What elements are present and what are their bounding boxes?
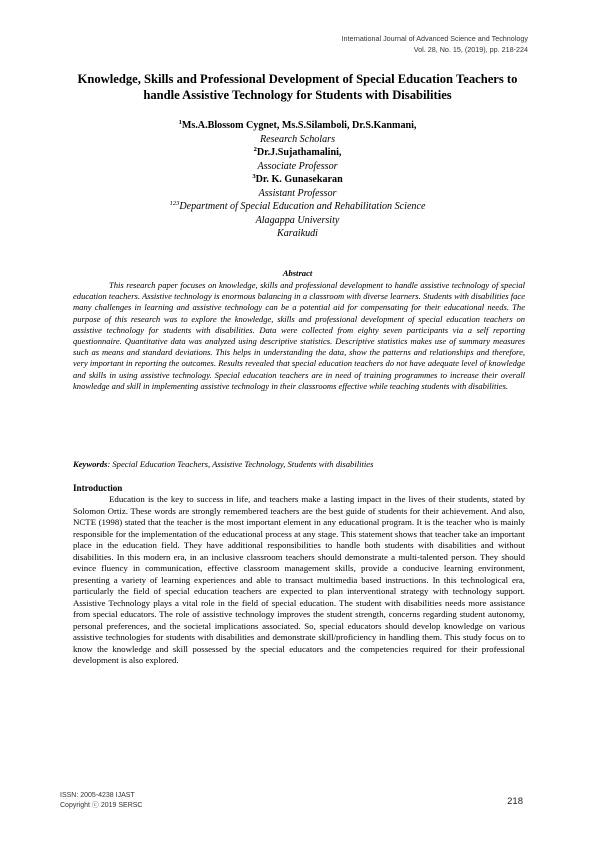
page-footer	[60, 791, 142, 811]
author-sup-1: 1	[178, 119, 182, 126]
author-line-3	[60, 173, 535, 187]
paper-title: Knowledge, Skills and Professional Development of Special Education Teachers to handle Assistive Technology for Students with Disabilities	[77, 72, 518, 102]
author-name-2: Dr.J.Sujathamalini,	[256, 147, 342, 158]
issn: ISSN: 2005-4238 IJAST	[60, 792, 135, 799]
abstract-text: This research paper focuses on knowledge, skills and professional development to handle assistive technology of special education teachers. Assistive technology is enormous balancing in a classroom with diverse learners. Students with disabilities face many challenges in learning and assistive technology can be a potential aid for compensating for their educational needs. The purpose of this research was to explore the knowledge, skills and professional development of special education teachers on assistive technology for students with disabilities. Data were collected from eighty seven participants via a self reporting questionnaire. Quantitative data was analyzed using descriptive statistics. Descriptive statistics makes use of summary measures such as means and standard deviations. This helps in understanding the data, show the patterns and relationships and therefore, very important in reporting the outcomes. Results revealed that special education teachers do not have adequate level of knowledge and skills in using assistive technology. Special education teachers are in need of training programmes to increase their overall knowledge and skill in implementing assistive technology in their classrooms effective while teaching students with disabilities.	[73, 280, 525, 391]
affiliation-line	[60, 200, 535, 214]
author-sup-3: 3	[252, 173, 256, 180]
author-name-3: Dr. K. Gunasekaran	[255, 174, 343, 185]
author-block	[60, 119, 535, 241]
keywords-text: : Special Education Teachers, Assistive Technology, Students with disabilities	[107, 459, 374, 469]
author-role-3: Assistant Professor	[258, 187, 337, 199]
page-number: 218	[507, 796, 523, 807]
introduction-heading: Introduction	[73, 483, 123, 493]
affiliation-sup: 123	[169, 200, 180, 207]
keywords-line	[73, 459, 525, 469]
author-names-1: Ms.A.Blossom Cygnet, Ms.S.Silamboli, Dr.S.Kanmani,	[181, 120, 417, 131]
journal-name: International Journal of Advanced Science and Technology	[341, 34, 528, 43]
author-line-2	[60, 146, 535, 160]
city: Karaikudi	[277, 228, 318, 239]
citation: Vol. 28, No. 15, (2019), pp. 218-224	[413, 45, 528, 54]
abstract-heading: Abstract	[282, 268, 313, 278]
introduction-text: Education is the key to success in life, and teachers make a lasting impact in the lives of their students, stated by Solomon Ortiz. These words are strongly remembered teachers are the best guide of students for their achievement. And also, NCTE (1998) stated that the teacher is the most important element in any educational program. It is the teacher who is mainly responsible for the implementation of the educational process at any stage. This statement shows that teacher take an important place in the education field. They have additional responsibilities to handle both students with disabilities and without disabilities. In this modern era, in an inclusive classroom teachers should demonstrate a multi-talented person. They should evince fluency in communication, effective classroom management skills, provide a conducive learning environment, presenting a variety of learning experiences and able to transact multimedia based instructions. In this technological era, particularly the field of special education teachers are expected to plan interventional strategy with technology support. Assistive Technology plays a vital role in the field of special education. The student with disabilities needs more assistance from special educators. The role of assistive technology improves the student strength, concerns regarding student autonomy, personal preferences, and the societal implications associated. So, special educators should develop knowledge on various assistive technologies for students with disabilities and demonstrate skill/proficiency in handling them. This study focus on to know the knowledge and skill possessed by the special educators and the competencies required for their professional development is also explored.	[73, 494, 525, 665]
keywords-label: Keywords	[73, 459, 108, 469]
author-sup-2: 2	[253, 146, 257, 153]
author-role-2: Associate Professor	[257, 160, 338, 172]
affiliation: Department of Special Education and Rehabilitation Science	[179, 201, 426, 212]
author-line-1	[60, 119, 535, 133]
university: Alagappa University	[255, 214, 340, 226]
author-role-1: Research Scholars	[259, 133, 336, 145]
copyright: Copyright ⓒ 2019 SERSC	[60, 802, 143, 809]
running-header	[342, 33, 528, 55]
